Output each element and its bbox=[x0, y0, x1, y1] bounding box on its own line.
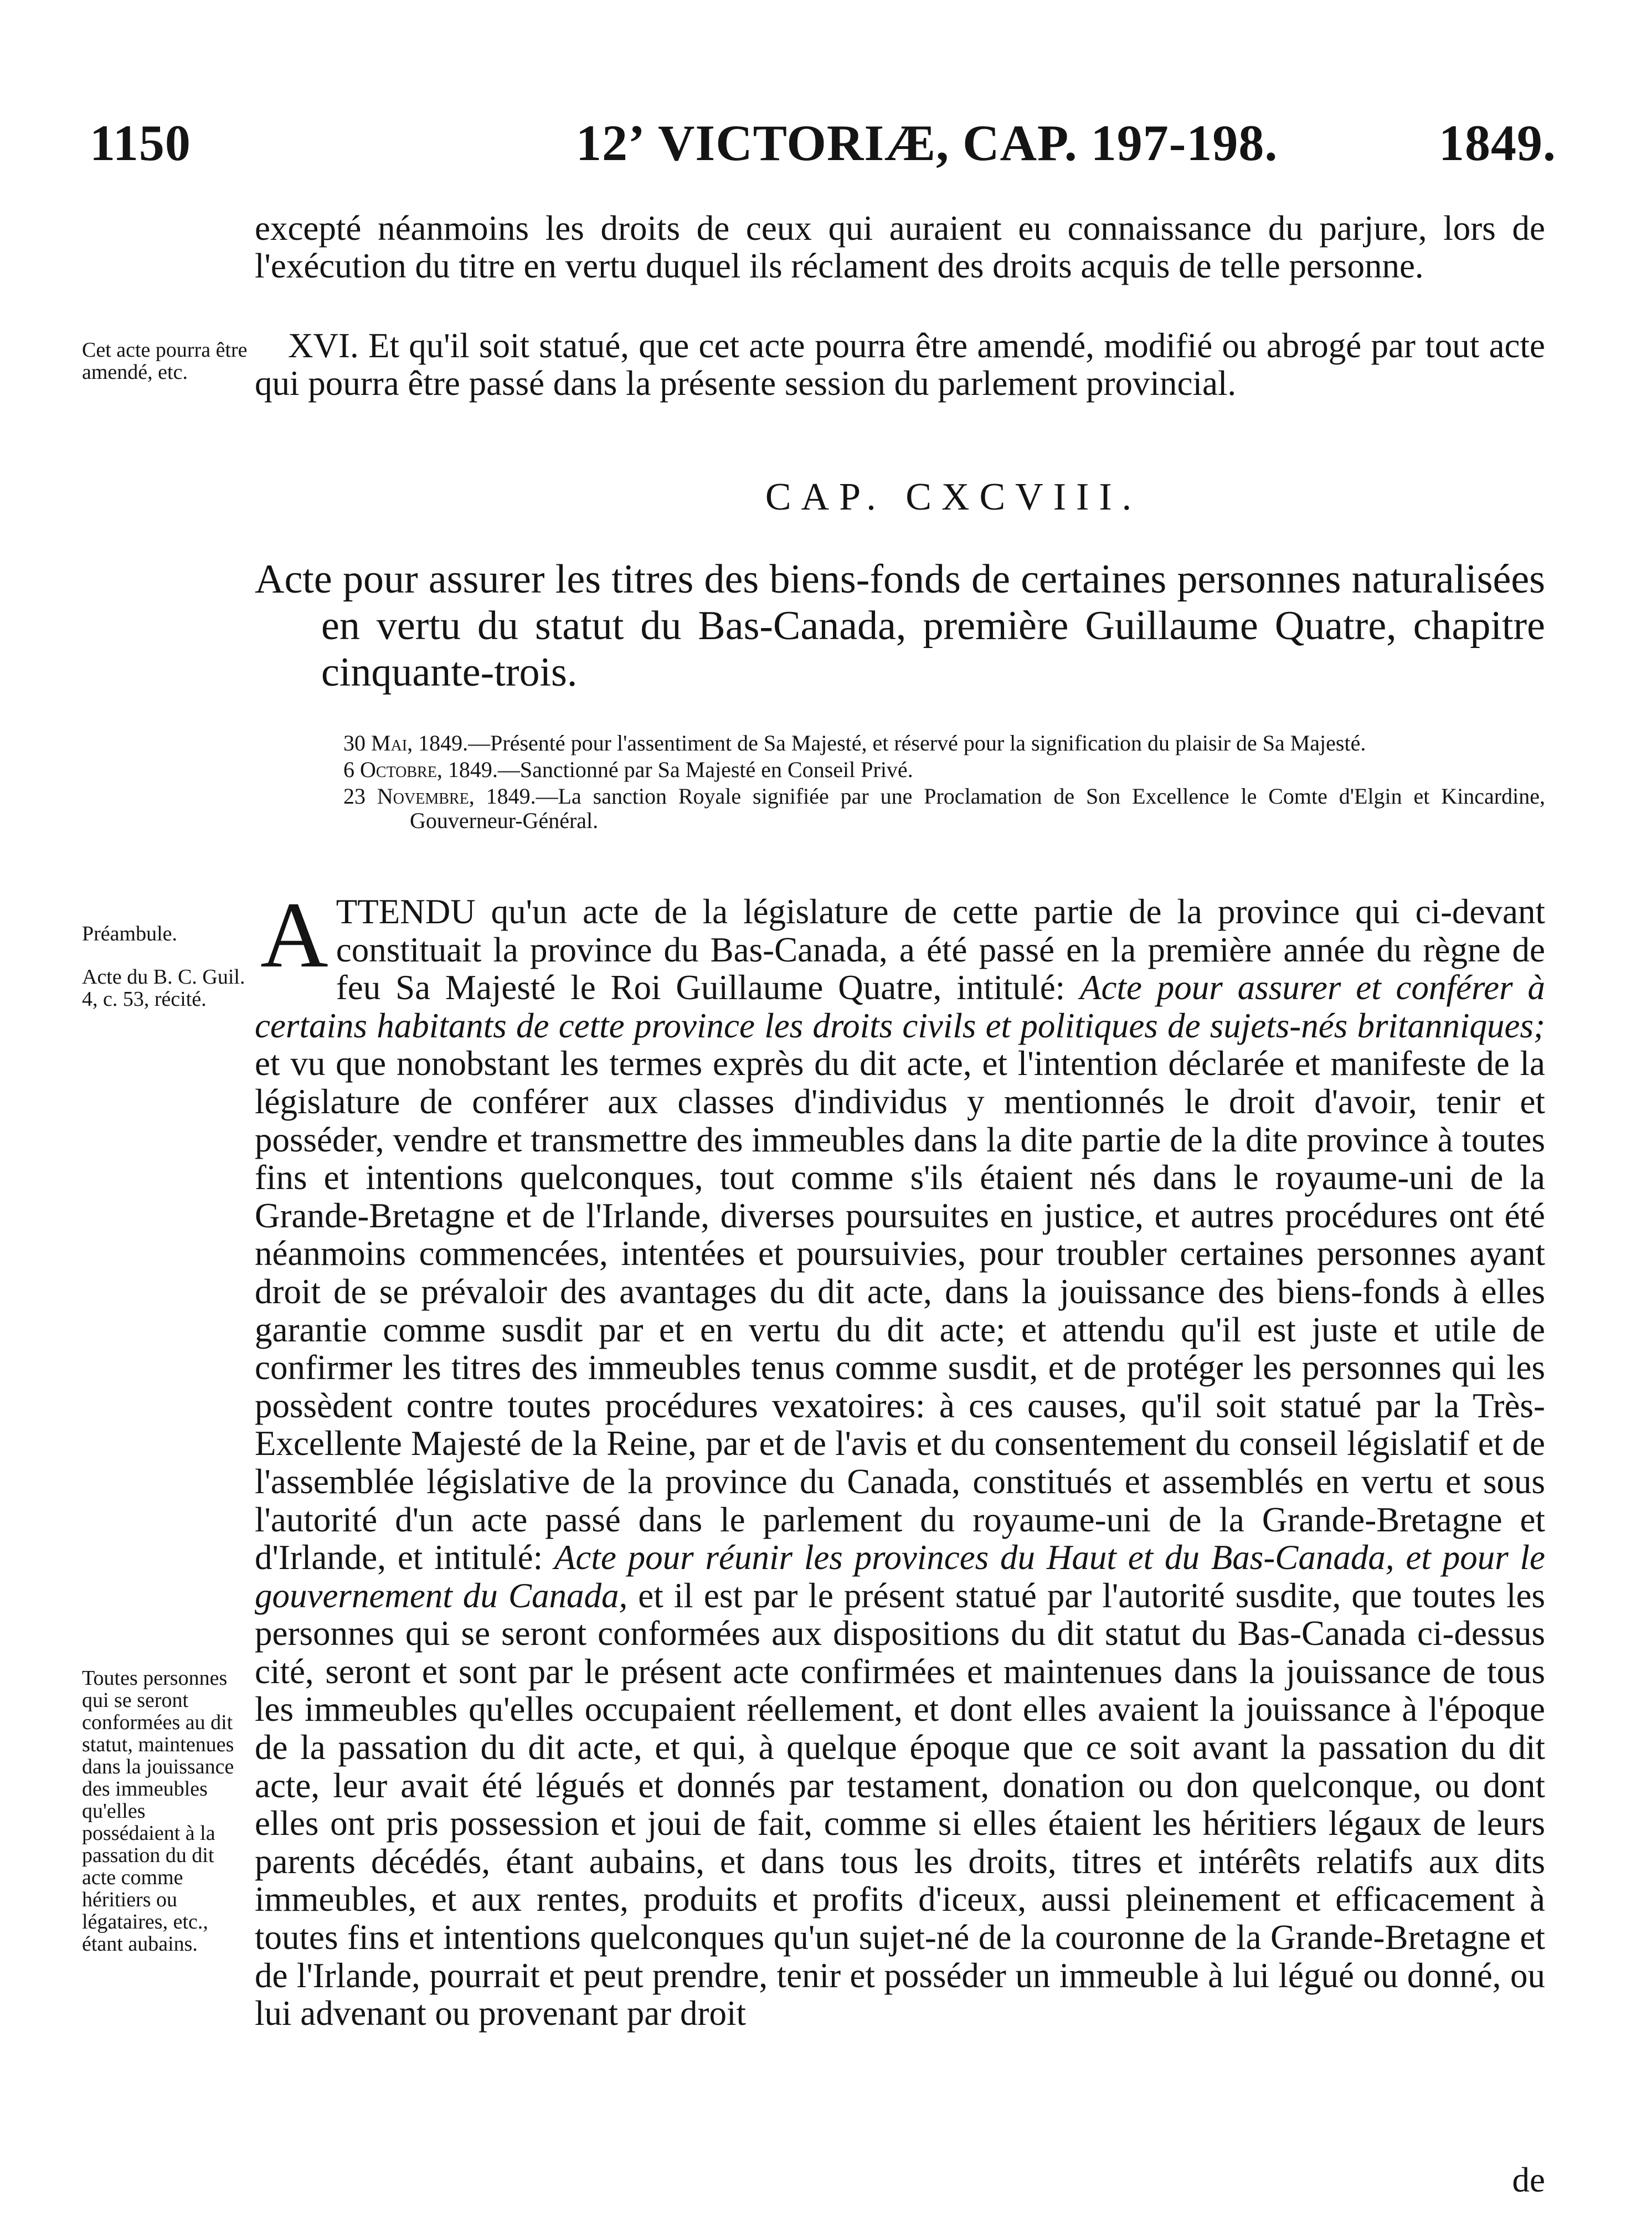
running-year: 1849. bbox=[1439, 115, 1556, 171]
margin-note-preamble: Préambule. bbox=[82, 922, 178, 945]
margin-note-amend: Cet acte pourra être amendé, etc. bbox=[82, 338, 248, 384]
drop-cap: A bbox=[260, 883, 328, 987]
continuation-paragraph bbox=[255, 209, 1545, 285]
date-entry: 6 Octobre, 1849.—Sanctionné par Sa Majesté en Conseil Privé. bbox=[343, 757, 913, 782]
running-title: 12ʼ VICTORIÆ, CAP. 197-198. bbox=[576, 115, 1278, 171]
union-act-title: Acte pour réunir les provinces du Haut et du Bas-Canada, et pour le gouvernement du Canada, bbox=[255, 1538, 1545, 1615]
date-entry: 23 Novembre, 1849.—La sanction Royale signifiée par une Proclamation de Son Excellence le Comte d'Elgin et Kincardine, Gouverneur-Général. bbox=[343, 784, 1545, 833]
act-title: Acte pour assurer les titres des biens-fonds de certaines personnes naturalisées en vertu du statut du Bas-Canada, première Guillaume Quatre, chapitre cinquante-trois. bbox=[255, 557, 1545, 695]
chapter-heading: CAP. CXCVIII. bbox=[765, 476, 1142, 518]
page-number: 1150 bbox=[90, 115, 191, 171]
date-entry: 30 Mai, 1849.—Présenté pour l'assentiment de Sa Majesté, et réservé pour la signification du plaisir de Sa Majesté. bbox=[343, 731, 1366, 755]
preamble-text-1: TTENDU qu'un acte de la législature de cette partie de la province qui ci-devant constituait la province du Bas-Canada, a été passé en la première année du règne de feu Sa Majesté le Roi Guillaume Quatre, intitulé: bbox=[336, 892, 1545, 1007]
margin-note-act-recited: Acte du B. C. Guil. 4, c. 53, récité. bbox=[82, 965, 245, 1011]
preamble-text-3: et il est par le présent statué par l'autorité susdite, que toutes les personnes qui se seront conformées aux dispositions du dit statut du Bas-Canada ci-dessus cité, seront et sont par le présent acte confirmées et maintenues dans la jouissance de tous les immeubles qu'elles occupaient réellement, et dont elles avaient la jouissance à l'époque de la passation du dit acte, et qui, à quelque époque que ce soit avant la passation du dit acte, leur avait été légués et donnés par testament, donation ou don quelconque, ou dont elles ont pris possession et joui de fait, comme si elles étaient les héritiers légaux de leurs parents décédés, étant aubains, et dans tous les droits, titres et intérêts relatifs aux dits immeubles, et aux rentes, produits et profits d'iceux, aussi pleinement et efficacement à toutes fins et intentions quelconques qu'un sujet-né de la couronne de la Grande-Bretagne et de l'Irlande, pourrait et peut prendre, tenir et posséder un immeuble à lui légué ou donné, ou lui advenant ou provenant par droit bbox=[255, 1576, 1545, 2033]
section-xvi bbox=[255, 327, 1545, 402]
preamble-paragraph bbox=[255, 883, 1545, 2033]
continuation-text: excepté néanmoins les droits de ceux qui auraient eu connaissance du parjure, lors de l'exécution du titre en vertu duquel ils réclament des droits acquis de telle personne. bbox=[255, 209, 1545, 285]
margin-note-persons: Toutes personnes qui se seront conformées au dit statut, maintenues dans la jouissance des immeubles qu'elles possédaient à la passation du dit acte comme héritiers ou légataires, etc., étant aubains. bbox=[82, 1667, 234, 1956]
preamble-text-2: et vu que nonobstant les termes exprès du dit acte, et l'intention déclarée et manifeste de la législature de conférer aux classes d'individus y mentionnés le droit d'avoir, tenir et posséder, vendre et transmettre des immeubles dans la dite partie de la dite province à toutes fins et intentions quelconques, tout comme s'ils étaient nés dans le royaume-uni de la Grande-Bretagne et de l'Irlande, diverses poursuites en justice, et autres procédures ont été néanmoins commencées, intentées et poursuivies, pour troubler certaines personnes ayant droit de se prévaloir des avantages du dit acte, dans la jouissance des biens-fonds à elles garantie comme susdit par et en vertu du dit acte; et attendu qu'il est juste et utile de confirmer les titres des immeubles tenus comme susdit, et de protéger les personnes qui les possèdent contre toutes procédures vexatoires: à ces causes, qu'il soit statué par la Très-Excellente Majesté de la Reine, par et de l'avis et du consentement du conseil législatif et de l'assemblée législative de la province du Canada, constitués et assemblés en vertu et sous l'autorité d'un acte passé dans le parlement du royaume-uni de la Grande-Bretagne et d'Irlande, et intitulé: bbox=[255, 1044, 1545, 1577]
catchword: de bbox=[1512, 2161, 1545, 2199]
recited-act-title: Acte pour assurer et conférer à certains habitants de cette province les droits civils et politiques de sujets-nés britanniques; bbox=[255, 968, 1545, 1045]
section-xvi-text: XVI. Et qu'il soit statué, que cet acte pourra être amendé, modifié ou abrogé par tout acte qui pourra être passé dans la présente session du parlement provincial. bbox=[255, 326, 1545, 403]
enactment-dates bbox=[343, 731, 1545, 835]
